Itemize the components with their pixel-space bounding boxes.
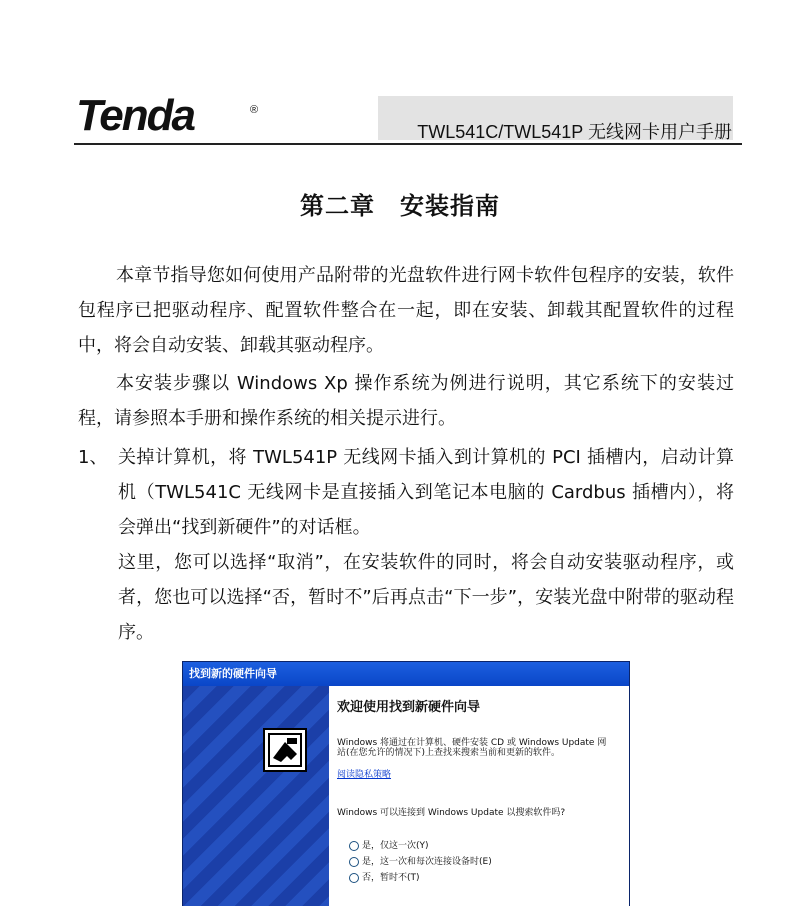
radio-label: 是，这一次和每次连接设备时(E) (362, 857, 492, 867)
radio-option-yes-once[interactable] (349, 840, 429, 852)
header-divider (74, 143, 742, 145)
brand-name: Tenda (76, 91, 194, 140)
wizard-side-banner (183, 686, 329, 906)
tenda-logo (76, 91, 246, 140)
manual-title: TWL541C/TWL541P 无线网卡用户手册 (417, 122, 732, 142)
wizard-question: Windows 可以连接到 Windows Update 以搜索软件吗? (337, 808, 566, 818)
radio-option-yes-always[interactable] (349, 856, 492, 868)
radio-label: 否，暂时不(T) (362, 873, 420, 883)
wizard-description: Windows 将通过在计算机、硬件安装 CD 或 Windows Update 网站(在您允许的情况下)上查找来搜索当前和更新的软件。 (337, 738, 607, 758)
radio-option-not-now[interactable] (349, 872, 420, 884)
intro-paragraph: 本章节指导您如何使用产品附带的光盘软件进行网卡软件包程序的安装，软件包程序已把驱动程序、配置软件整合在一起，即在安装、卸载其配置软件的过程中，将会自动安装、卸载其驱动程序。 (78, 265, 734, 356)
found-new-hardware-wizard (182, 661, 630, 906)
step1-paragraph: 关掉计算机，将 TWL541P 无线网卡插入到计算机的 PCI 插槽内，启动计算机（TWL541C 无线网卡是直接插入到笔记本电脑的 Cardbus 插槽内），将会弹出“找到新硬件”的对话框。 (118, 447, 734, 538)
hardware-icon (263, 728, 307, 772)
radio-icon[interactable] (349, 873, 359, 883)
chapter-title: 第二章 安装指南 (300, 192, 500, 220)
wizard-heading: 欢迎使用找到新硬件向导 (337, 700, 481, 715)
example-paragraph: 本安装步骤以 Windows Xp 操作系统为例进行说明，其它系统下的安装过程，请参照本手册和操作系统的相关提示进行。 (78, 373, 734, 429)
wizard-content (329, 686, 629, 906)
registered-mark: ® (250, 104, 259, 116)
radio-icon[interactable] (349, 857, 359, 867)
radio-icon[interactable] (349, 841, 359, 851)
radio-label: 是，仅这一次(Y) (362, 841, 429, 851)
wizard-titlebar: 找到新的硬件向导 (183, 662, 629, 686)
step-number: 1、 (78, 447, 108, 468)
step1-note-paragraph: 这里，您可以选择“取消”，在安装软件的同时，将会自动安装驱动程序，或者，您也可以选择“否，暂时不”后再点击“下一步”，安装光盘中附带的驱动程序。 (118, 552, 734, 643)
privacy-policy-link[interactable]: 阅读隐私策略 (337, 770, 392, 780)
